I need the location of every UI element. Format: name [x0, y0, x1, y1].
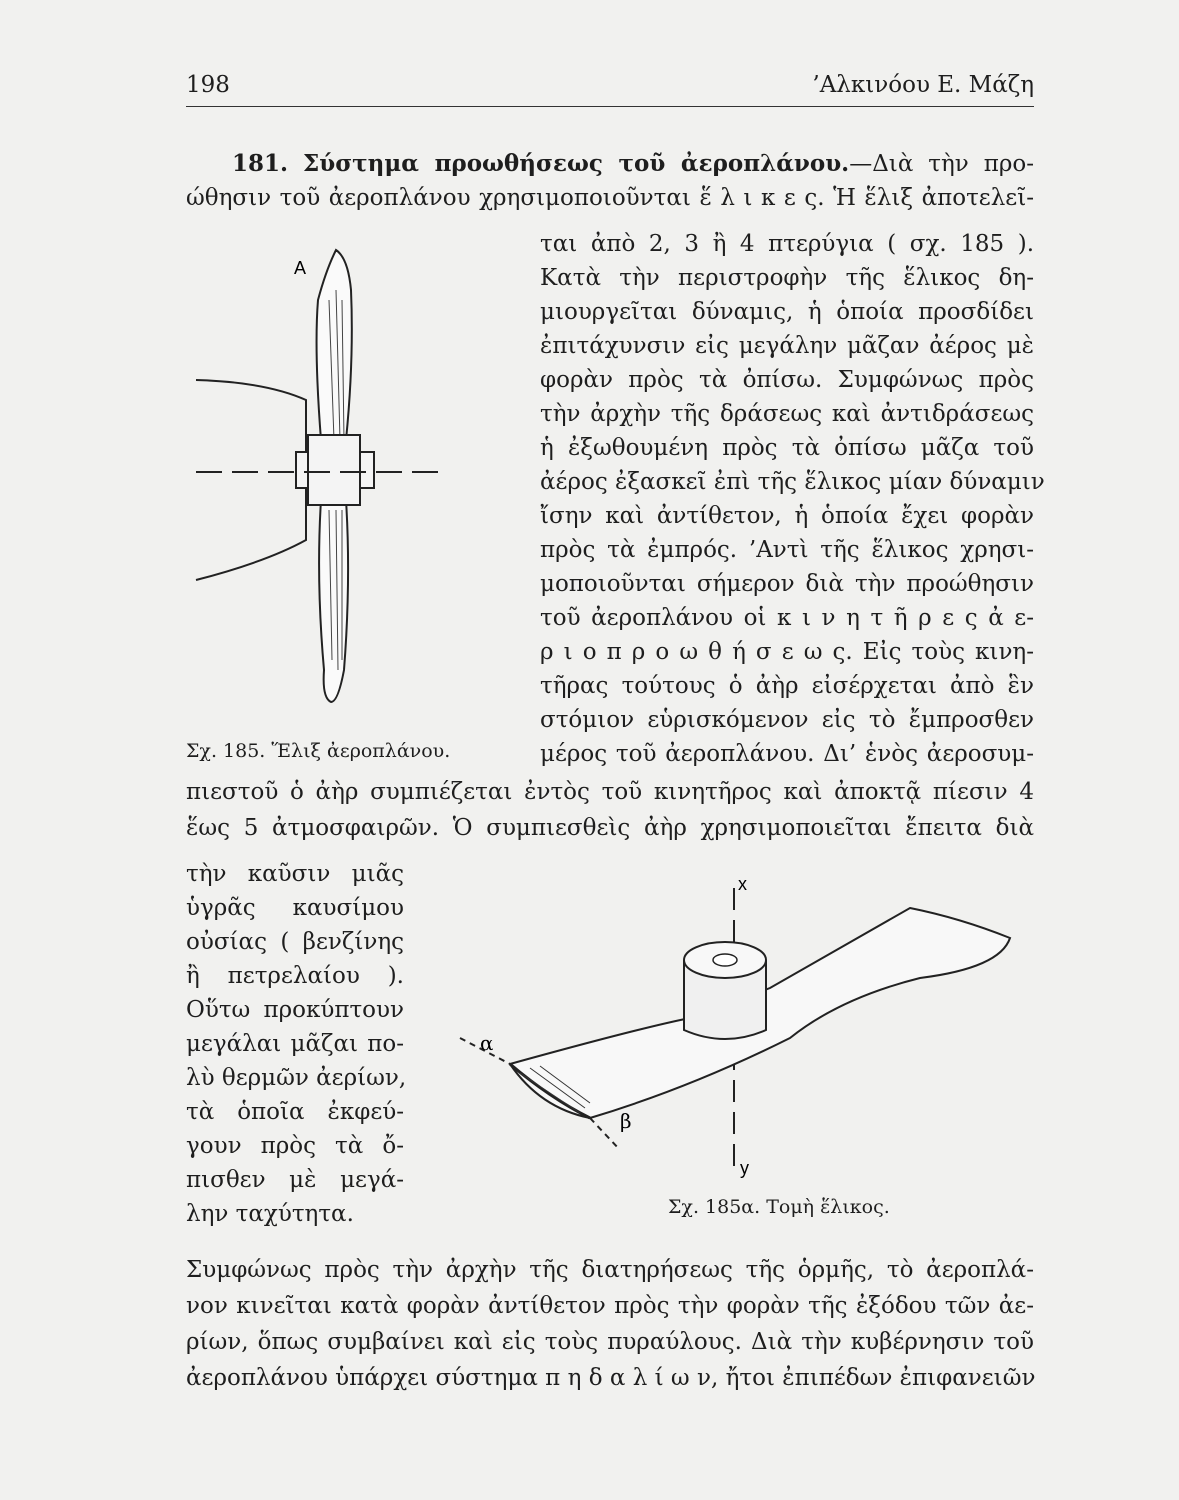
text-line: τῆρας τούτους ὁ ἀὴρ εἰσέρχεται ἀπὸ ἓν — [540, 673, 1034, 699]
text-line: γουν πρὸς τὰ ὄ- — [186, 1133, 404, 1159]
text-line: τὰ ὁποῖα ἐκφεύ- — [186, 1099, 404, 1125]
text-line: Κατὰ τὴν περιστροφὴν τῆς ἕλικος δη- — [540, 265, 1034, 291]
text-line: ἴσην καὶ ἀντίθετον, ἡ ὁποία ἔχει φορὰν — [540, 503, 1034, 529]
figure-185a-caption: Σχ. 185α. Τομὴ ἕλικος. — [668, 1196, 890, 1218]
header-rule — [186, 106, 1034, 107]
page-number: 198 — [186, 72, 230, 98]
text-line: φορὰν πρὸς τὰ ὀπίσω. Συμφώνως πρὸς — [540, 367, 1034, 393]
text-line: λὺ θερμῶν ἀερίων, — [186, 1065, 407, 1091]
text-line: ἕως 5 ἀτμοσφαιρῶν. Ὁ συμπιεσθεὶς ἀὴρ χρησιμοποιεῖται ἔπειτα διὰ — [186, 815, 1034, 841]
text-line: ἀεροπλάνου ὑπάρχει σύστημα π η δ α λ ί ω ν, ἤτοι ἐπιπέδων ἐπιφανειῶν — [186, 1365, 1036, 1391]
text-line: πισθεν μὲ μεγά- — [186, 1167, 404, 1193]
propeller-section-figure — [440, 868, 1040, 1188]
text-line: τὴν καῦσιν μιᾶς — [186, 861, 404, 887]
text-line: πρὸς τὰ ἐμπρός. ’Αντὶ τῆς ἕλικος χρησι- — [540, 537, 1034, 563]
text-line: ρ ι ο π ρ ο ω θ ή σ ε ω ς. Εἰς τοὺς κινη- — [540, 639, 1034, 665]
text-line: μέρος τοῦ ἀεροπλάνου. Δι’ ἑνὸς ἀεροσυμ- — [540, 741, 1034, 767]
text-line: τὴν ἀρχὴν τῆς δράσεως καὶ ἀντιδράσεως — [540, 401, 1034, 427]
text-line: ὑγρᾶς καυσίμου — [186, 895, 404, 921]
text-line: μιουργεῖται δύναμις, ἡ ὁποία προσδίδει — [540, 299, 1034, 325]
text-line: στόμιον εὑρισκόμενον εἰς τὸ ἔμπροσθεν — [540, 707, 1034, 733]
text-line: ἡ ἐξωθουμένη πρὸς τὰ ὀπίσω μᾶζα τοῦ — [540, 435, 1034, 461]
axis-label-y: y — [740, 1158, 749, 1178]
text-line: Συμφώνως πρὸς τὴν ἀρχὴν τῆς διατηρήσεως τῆς ὁρμῆς, τὸ ἀεροπλά- — [186, 1257, 1034, 1283]
section-heading-rest: —Διὰ τὴν προ- — [849, 151, 1035, 177]
text-line: ται ἀπὸ 2, 3 ἢ 4 πτερύγια ( σχ. 185 ). — [540, 231, 1034, 257]
text-line: μεγάλαι μᾶζαι πο- — [186, 1031, 404, 1057]
text-line: ἢ πετρελαίου ). — [186, 963, 404, 989]
text-line: πιεστοῦ ὁ ἀὴρ συμπιέζεται ἐντὸς τοῦ κινητῆρος καὶ ἀποκτᾷ πίεσιν 4 — [186, 779, 1034, 805]
figure-label-a: A — [294, 258, 307, 278]
page-header — [186, 72, 1034, 106]
section-number: 181. — [232, 150, 289, 177]
figure-185-caption: Σχ. 185. Ἕλιξ ἀεροπλάνου. — [186, 740, 451, 762]
text-line: ώθησιν τοῦ ἀεροπλάνου χρησιμοποιοῦνται ἕ λ ι κ ε ς. Ἡ ἕλιξ ἀποτελεῖ- — [186, 185, 1034, 211]
text-line: ἐπιτάχυνσιν εἰς μεγάλην μᾶζαν ἀέρος μὲ — [540, 333, 1034, 359]
running-title: ’Αλκινόου Ε. Μάζη — [812, 72, 1034, 98]
propeller-figure — [186, 240, 476, 720]
text-line: Οὕτω προκύπτουν — [186, 997, 404, 1023]
text-line: οὐσίας ( βενζίνης — [186, 929, 404, 955]
text-line: νον κινεῖται κατὰ φορὰν ἀντίθετον πρὸς τὴν φορὰν τῆς ἐξόδου τῶν ἀε- — [186, 1293, 1034, 1319]
text-line: ἀέρος ἐξασκεῖ ἐπὶ τῆς ἕλικος μίαν δύναμιν — [540, 469, 1045, 495]
text-line: μοποιοῦνται σήμερον διὰ τὴν προώθησιν — [540, 571, 1034, 597]
axis-label-x: x — [738, 874, 747, 894]
text-line: λην ταχύτητα. — [186, 1201, 354, 1227]
label-beta: β — [620, 1109, 632, 1133]
label-alpha: α — [480, 1031, 494, 1055]
text-line: τοῦ ἀεροπλάνου οἱ κ ι ν η τ ῆ ρ ε ς ἀ ε- — [540, 605, 1034, 631]
section-heading — [232, 148, 1034, 180]
text-line: ρίων, ὅπως συμβαίνει καὶ εἰς τοὺς πυραύλους. Διὰ τὴν κυβέρνησιν τοῦ — [186, 1329, 1034, 1355]
section-title: Σύστημα προωθήσεως τοῦ ἀεροπλάνου. — [303, 150, 850, 177]
